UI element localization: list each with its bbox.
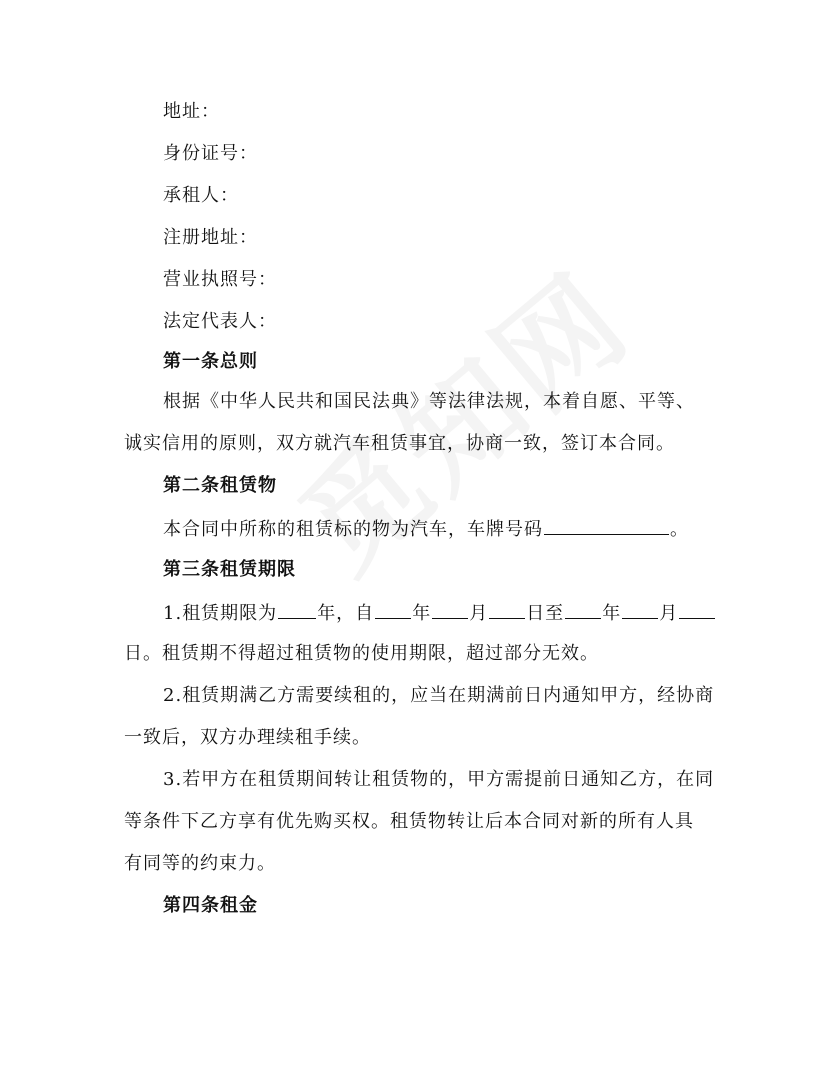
clause-3-2-line-1 — [163, 684, 714, 708]
clause-number: 2. — [163, 685, 183, 706]
article-3-heading: 第三条租赁期限 — [163, 559, 296, 580]
start-year-blank — [375, 600, 411, 619]
article-2-text — [163, 516, 714, 542]
plate-number-blank — [544, 516, 669, 535]
clause-3-2-line-2: 一致后，双方办理续租手续。 — [124, 727, 371, 748]
clause-3-3-line-2: 等条件下乙方享有优先购买权。租赁物转让后本合同对新的所有人具 — [124, 811, 694, 832]
reg-address-label: 注册地址： — [163, 227, 258, 248]
clause-text: 月 — [659, 603, 679, 624]
end-month-blank — [622, 600, 658, 619]
clause-text: 若甲方在租赁期间转让租赁物的，甲方需提前日通知乙方，在同 — [182, 769, 715, 790]
clause-3-1-line-1 — [163, 600, 714, 626]
start-month-blank — [432, 600, 468, 619]
start-day-blank — [489, 600, 525, 619]
address-label: 地址： — [163, 101, 220, 122]
end-year-blank — [565, 600, 601, 619]
clause-text: 租赁期满乙方需要续租的，应当在期满前日内通知甲方，经协商 — [182, 685, 715, 706]
clause-text: 租赁期限为 — [182, 603, 278, 624]
end-day-blank — [679, 600, 715, 619]
article-1-line-2: 诚实信用的原则，双方就汽车租赁事宜，协商一致，签订本合同。 — [124, 433, 675, 454]
clause-text: 年 — [412, 603, 432, 624]
clause-3-3-line-1 — [163, 768, 714, 792]
clause-text: 年，自 — [317, 603, 375, 624]
article-2-text-body: 本合同中所称的租赁标的物为汽车，车牌号码 — [163, 519, 543, 540]
license-number-label: 营业执照号： — [163, 269, 277, 290]
clause-text: 日至 — [526, 603, 565, 624]
article-4-heading: 第四条租金 — [163, 895, 258, 916]
article-1-line-1: 根据《中华人民共和国民法典》等法律法规，本着自愿、平等、 — [163, 391, 695, 412]
clause-text: 月 — [469, 603, 489, 624]
clause-number: 1. — [163, 603, 183, 624]
years-blank — [278, 600, 316, 619]
clause-text: 年 — [602, 603, 622, 624]
lessee-label: 承租人： — [163, 185, 239, 206]
clause-number: 3. — [163, 769, 183, 790]
article-2-text-end: 。 — [670, 519, 689, 540]
article-1-heading: 第一条总则 — [163, 351, 258, 372]
id-number-label: 身份证号： — [163, 143, 258, 164]
legal-rep-label: 法定代表人： — [163, 311, 277, 332]
clause-3-1-line-2: 日。租赁期不得超过租赁物的使用期限，超过部分无效。 — [124, 643, 599, 664]
article-2-heading: 第二条租赁物 — [163, 475, 277, 496]
clause-3-3-line-3: 有同等的约束力。 — [124, 853, 276, 874]
